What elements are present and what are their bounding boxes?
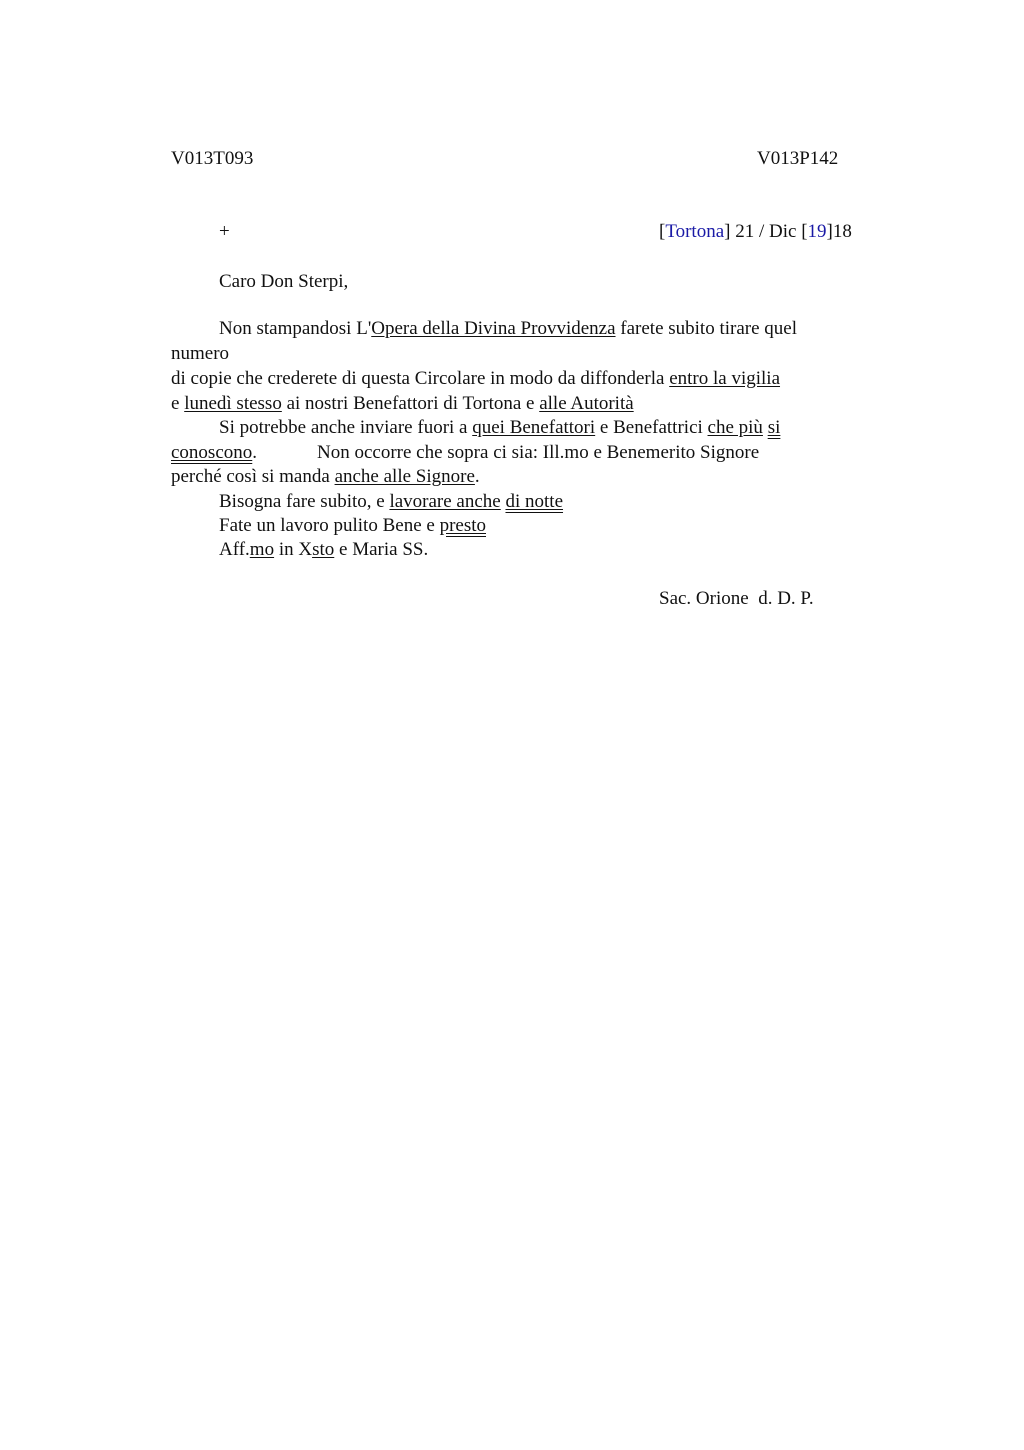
body-line-1	[219, 317, 797, 341]
underlined-text: lunedì stesso	[184, 393, 282, 414]
body-line-6	[171, 441, 257, 465]
body-line-5	[219, 416, 780, 440]
body-text: .	[252, 442, 258, 463]
underlined-text: mo	[249, 539, 275, 560]
body-text: perché così si manda	[171, 466, 335, 487]
body-text: Si potrebbe anche inviare fuori a	[219, 417, 473, 438]
body-text: farete subito tirare quel	[615, 318, 798, 339]
double-underlined-text: presto	[439, 515, 486, 536]
body-text: e Benefattrici	[595, 417, 708, 438]
underlined-text: che più	[707, 417, 763, 438]
double-underlined-text: di notte	[505, 491, 564, 512]
body-line-3	[171, 367, 780, 391]
dateline-place: Tortona	[665, 221, 725, 242]
body-text: ai nostri Benefattori di Tortona e	[281, 393, 540, 414]
body-text: Fate un lavoro pulito Bene e	[219, 515, 440, 536]
dateline-year: ]18	[826, 221, 852, 242]
salutation: Caro Don Sterpi,	[219, 271, 349, 292]
double-underlined-text: conoscono	[171, 442, 253, 463]
underlined-text: quei Benefattori	[472, 417, 596, 438]
body-text: .	[474, 466, 480, 487]
body-line-9	[219, 514, 486, 538]
body-text: in X	[274, 539, 313, 560]
document-code-left: V013T093	[171, 148, 254, 169]
body-text: Non stampandosi L'	[219, 318, 372, 339]
underlined-text: lavorare anche	[389, 491, 501, 512]
body-line-6-continued: Non occorre che sopra ci sia: Ill.mo e Benemerito Signore	[317, 442, 760, 463]
underlined-text: Opera della Divina Provvidenza	[371, 318, 616, 339]
body-text: Bisogna fare subito, e	[219, 491, 390, 512]
body-text: e	[171, 393, 185, 414]
underlined-text: sto	[312, 539, 335, 560]
dateline-century: 19	[807, 221, 827, 242]
double-underlined-text: si	[767, 417, 781, 438]
body-line-4	[171, 392, 634, 416]
body-text: e Maria SS.	[334, 539, 429, 560]
body-line-10	[219, 538, 428, 562]
body-line-7	[171, 465, 480, 489]
signature: Sac. Orione d. D. P.	[659, 588, 814, 609]
document-code-right: V013P142	[757, 148, 839, 169]
body-text: di copie che crederete di questa Circolare in modo da diffonderla	[171, 368, 670, 389]
body-text: Aff.	[219, 539, 250, 560]
body-line-8	[219, 490, 563, 514]
cross-mark: +	[219, 221, 230, 242]
dateline-bracket-open: [	[659, 221, 666, 242]
dateline	[659, 220, 852, 244]
underlined-text: anche alle Signore	[334, 466, 475, 487]
body-line-2: numero	[171, 343, 230, 364]
dateline-day-month: ] 21 / Dic [	[724, 221, 808, 242]
underlined-text: alle Autorità	[539, 393, 634, 414]
underlined-text: entro la vigilia	[669, 368, 781, 389]
